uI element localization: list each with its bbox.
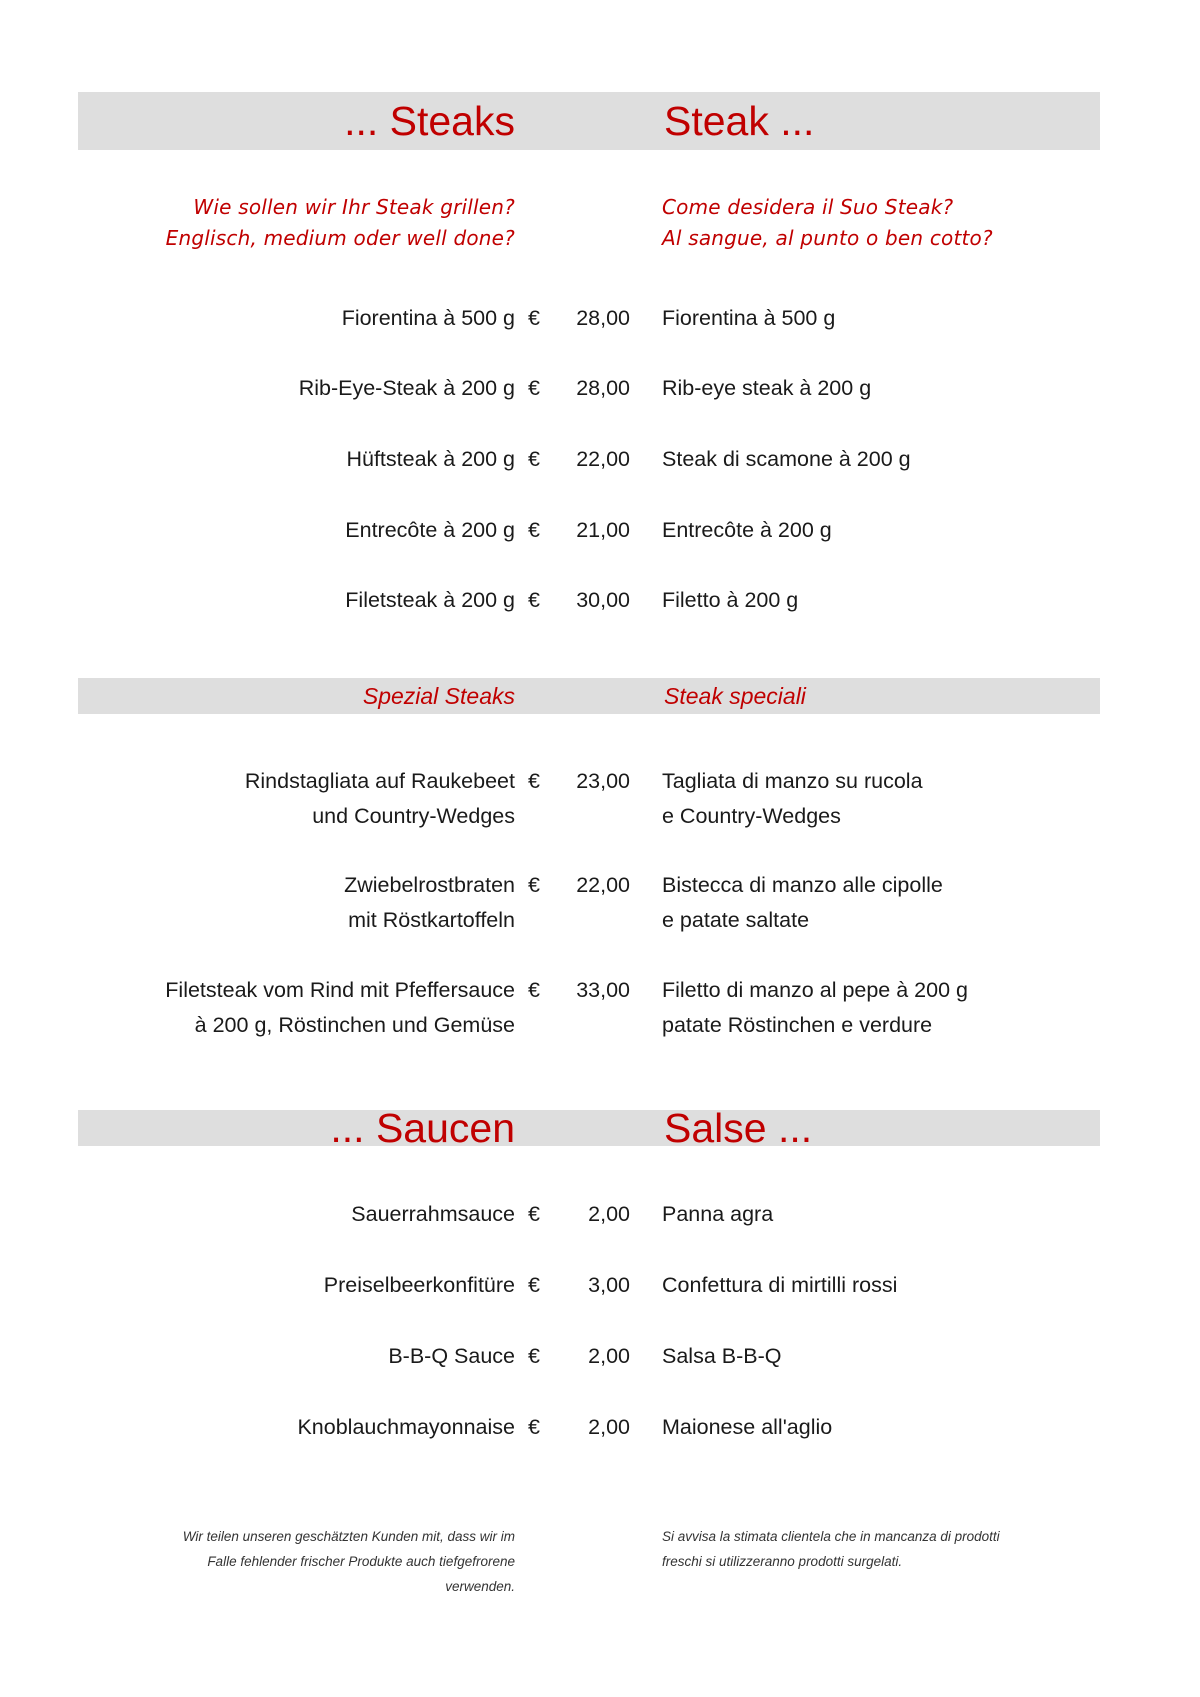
item-price: 3,00: [588, 1273, 630, 1297]
currency-symbol: €: [528, 1202, 540, 1226]
steaks-title-de: ... Steaks: [344, 98, 515, 144]
item-price: 2,00: [588, 1202, 630, 1226]
intro-line: Wie sollen wir Ihr Steak grillen?: [193, 195, 515, 219]
item-price: 2,00: [588, 1344, 630, 1368]
item-name-it-line: Salsa B-B-Q: [662, 1344, 782, 1368]
item-name-de: [346, 442, 515, 477]
item-name-it: [662, 764, 923, 834]
item-price: 33,00: [576, 978, 630, 1002]
item-name-it-line: e patate saltate: [662, 908, 810, 932]
item-name-de: [388, 1339, 515, 1374]
item-name-it-line: Steak di scamone à 200 g: [662, 447, 911, 471]
item-name-de: [297, 1410, 515, 1445]
item-name-it-line: patate Röstinchen e verdure: [662, 1013, 933, 1037]
item-name-it-line: Rib-eye steak à 200 g: [662, 376, 872, 400]
item-name-it-line: Tagliata di manzo su rucola: [662, 769, 923, 793]
note-line: Wir teilen unseren geschätzten Kunden mit, dass wir im: [182, 1529, 515, 1544]
intro-line: Al sangue, al punto o ben cotto?: [662, 226, 993, 250]
sauces-title-de: ... Saucen: [330, 1105, 515, 1151]
currency-symbol: €: [528, 1273, 540, 1297]
item-name-de: [345, 513, 515, 548]
item-name-de-line: Entrecôte à 200 g: [345, 518, 515, 542]
item-name-it: [662, 973, 968, 1043]
item-name-de-line: Rib-Eye-Steak à 200 g: [298, 376, 515, 400]
item-price: 30,00: [576, 588, 630, 612]
currency-symbol: €: [528, 588, 540, 612]
item-name-de-line: Knoblauchmayonnaise: [297, 1415, 515, 1439]
item-name-it-line: e Country-Wedges: [662, 804, 841, 828]
item-name-it: [662, 1268, 897, 1303]
item-name-it-line: Bistecca di manzo alle cipolle: [662, 873, 943, 897]
currency-symbol: €: [528, 376, 540, 400]
item-name-it: [662, 301, 835, 336]
item-name-de: [345, 583, 515, 618]
note-line: freschi si utilizzeranno prodotti surgelati.: [662, 1554, 903, 1569]
item-name-it-line: Panna agra: [662, 1202, 774, 1226]
currency-symbol: €: [528, 1415, 540, 1439]
item-name-de: [342, 301, 515, 336]
item-name-de-line: und Country-Wedges: [312, 804, 515, 828]
item-name-de: [351, 1197, 515, 1232]
steaks-title-it: Steak ...: [664, 98, 815, 144]
item-name-de: [324, 1268, 515, 1303]
item-name-it: [662, 868, 943, 938]
item-name-de-line: à 200 g, Röstinchen und Gemüse: [194, 1013, 515, 1037]
steaks-intro-it: [662, 192, 993, 254]
item-name-de-line: Hüftsteak à 200 g: [346, 447, 515, 471]
item-price: 2,00: [588, 1415, 630, 1439]
item-name-it-line: Maionese all'aglio: [662, 1415, 833, 1439]
item-name-it: [662, 1410, 832, 1445]
item-name-it: [662, 1197, 773, 1232]
item-name-de-line: Preiselbeerkonfitüre: [323, 1273, 515, 1297]
item-price: 22,00: [576, 447, 630, 471]
note-line: Falle fehlender frischer Produkte auch tiefgefrorene: [207, 1554, 515, 1569]
currency-symbol: €: [528, 978, 540, 1002]
currency-symbol: €: [528, 447, 540, 471]
currency-symbol: €: [528, 1344, 540, 1368]
item-name-it: [662, 583, 798, 618]
item-name-de-line: Fiorentina à 500 g: [341, 306, 515, 330]
item-name-de: [165, 973, 515, 1043]
note-line: verwenden.: [445, 1579, 515, 1594]
sauces-title-it: Salse ...: [664, 1105, 813, 1151]
currency-symbol: €: [528, 306, 540, 330]
item-name-it: [662, 442, 911, 477]
footer-note-de: [95, 1524, 515, 1599]
item-name-de-line: Sauerrahmsauce: [351, 1202, 515, 1226]
item-name-it-line: Filetto di manzo al pepe à 200 g: [662, 978, 968, 1002]
note-line: Si avvisa la stimata clientela che in mancanza di prodotti: [662, 1529, 1000, 1544]
item-price: 21,00: [576, 518, 630, 542]
item-name-it: [662, 1339, 781, 1374]
special-title-de: Spezial Steaks: [362, 683, 515, 709]
item-price: 28,00: [576, 306, 630, 330]
item-name-it-line: Entrecôte à 200 g: [662, 518, 832, 542]
item-name-de-line: Filetsteak vom Rind mit Pfeffersauce: [165, 978, 515, 1002]
item-name-de: [299, 371, 515, 406]
steaks-header-band: [78, 92, 1100, 150]
item-name-de-line: mit Röstkartoffeln: [348, 908, 515, 932]
item-name-it-line: Confettura di mirtilli rossi: [662, 1273, 898, 1297]
item-price: 22,00: [576, 873, 630, 897]
intro-line: Englisch, medium oder well done?: [165, 226, 515, 250]
item-name-it: [662, 371, 871, 406]
item-price: 28,00: [576, 376, 630, 400]
item-name-de-line: B-B-Q Sauce: [388, 1344, 515, 1368]
item-name-de: [245, 764, 515, 834]
item-name-de-line: Filetsteak à 200 g: [345, 588, 515, 612]
item-name-it: [662, 513, 832, 548]
item-name-it-line: Fiorentina à 500 g: [662, 306, 836, 330]
currency-symbol: €: [528, 873, 540, 897]
item-name-it-line: Filetto à 200 g: [662, 588, 799, 612]
item-name-de: [344, 868, 515, 938]
sauces-header-band: [78, 1110, 1100, 1146]
item-name-de-line: Rindstagliata auf Raukebeet: [244, 769, 515, 793]
steaks-intro-de: [166, 192, 515, 254]
currency-symbol: €: [528, 518, 540, 542]
special-title-it: Steak speciali: [664, 683, 806, 709]
item-name-de-line: Zwiebelrostbraten: [344, 873, 515, 897]
currency-symbol: €: [528, 769, 540, 793]
item-price: 23,00: [576, 769, 630, 793]
footer-note-it: [662, 1524, 1102, 1574]
special-header-band: [78, 678, 1100, 714]
intro-line: Come desidera il Suo Steak?: [662, 195, 954, 219]
